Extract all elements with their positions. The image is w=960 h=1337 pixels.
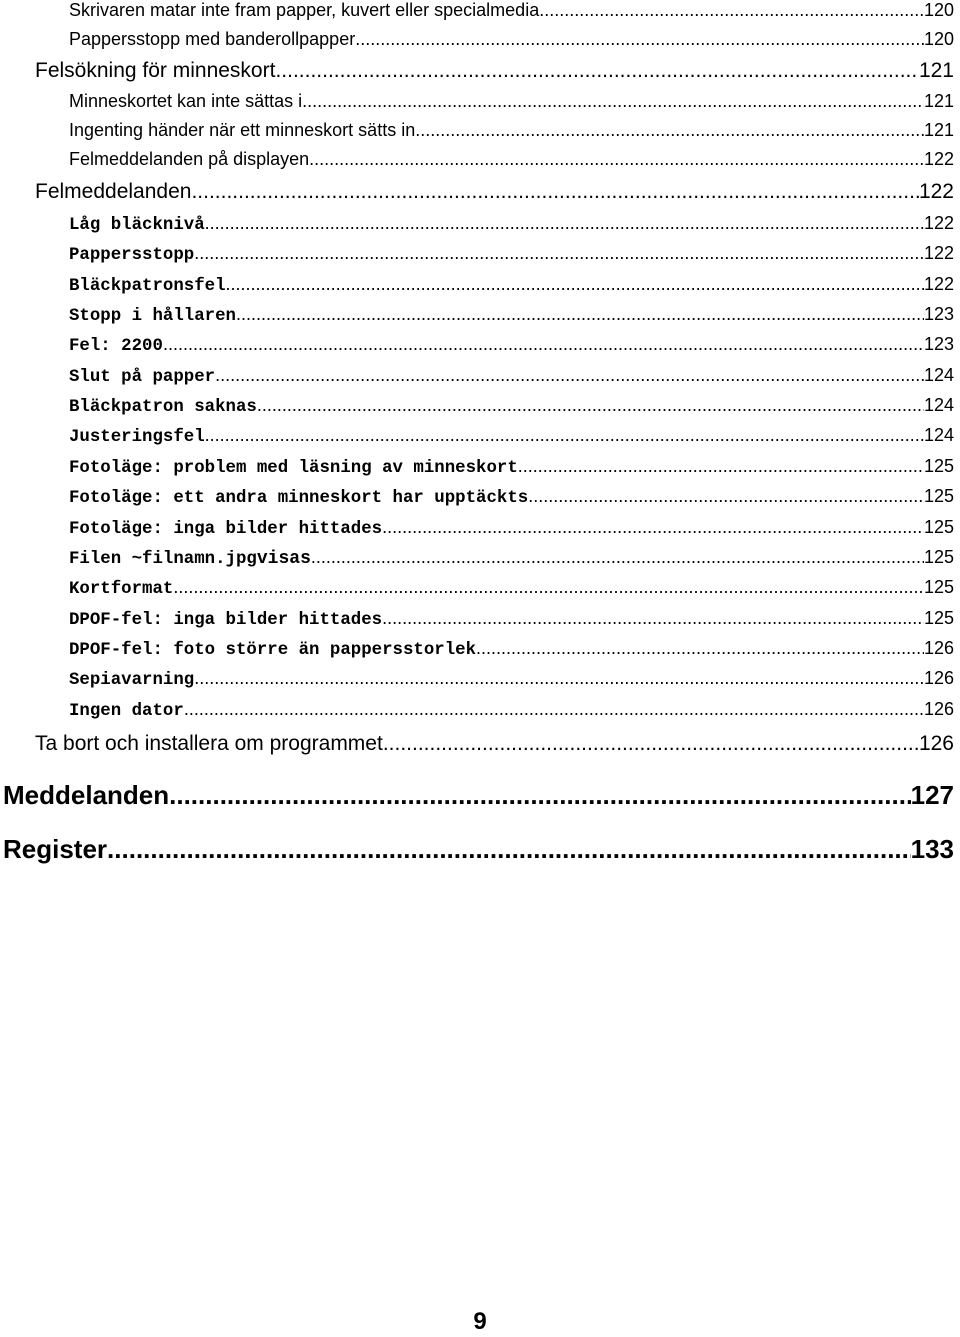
toc-page-number: 125	[923, 608, 954, 628]
toc-entry[interactable]	[69, 395, 954, 417]
toc-leader-dots	[226, 274, 924, 295]
toc-entry-title: Meddelanden	[3, 780, 170, 810]
toc-leader-dots	[309, 149, 924, 170]
toc-entry-title: Ta bort och installera om programmet	[35, 732, 383, 755]
toc-page-number: 125	[923, 577, 954, 597]
toc-page-number: 122	[923, 243, 954, 263]
toc-entry[interactable]	[69, 120, 954, 141]
toc-entry[interactable]	[69, 425, 954, 447]
toc-page-number: 127	[910, 780, 954, 810]
toc-entry[interactable]	[3, 780, 954, 811]
toc-leader-dots	[476, 638, 924, 659]
toc-entry[interactable]	[69, 577, 954, 599]
toc-leader-dots	[107, 834, 911, 865]
toc-entry[interactable]	[69, 149, 954, 170]
toc-entry-title: Skrivaren matar inte fram papper, kuvert eller specialmedia	[69, 0, 540, 20]
toc-entry-title-suffix: visas	[256, 549, 311, 569]
toc-leader-dots	[382, 608, 924, 629]
toc-entry[interactable]	[69, 0, 954, 21]
toc-leader-dots	[518, 456, 924, 477]
toc-entry[interactable]	[69, 213, 954, 235]
toc-page-number: 126	[923, 699, 954, 719]
toc-entry[interactable]	[69, 456, 954, 478]
toc-leader-dots	[311, 547, 924, 568]
toc-page-number: 125	[923, 486, 954, 506]
toc-leader-dots	[415, 120, 924, 141]
toc-entry-title: Fotoläge: problem med läsning av minneskort	[69, 459, 518, 478]
toc-entry[interactable]	[69, 274, 954, 296]
toc-page-number: 123	[923, 304, 954, 324]
toc-entry[interactable]	[69, 668, 954, 690]
toc-leader-dots	[194, 668, 924, 689]
toc-leader-dots	[539, 0, 924, 21]
toc-entry[interactable]	[69, 486, 954, 508]
toc-entry[interactable]	[69, 365, 954, 387]
toc-leader-dots	[215, 365, 924, 386]
toc-page-number: 123	[923, 334, 954, 354]
toc-entry-title: Fotoläge: inga bilder hittades	[69, 520, 383, 539]
toc-entry[interactable]	[69, 699, 954, 721]
toc-entry-title: Pappersstopp	[69, 246, 195, 265]
toc-entry-title: Register	[3, 834, 108, 864]
toc-leader-dots	[205, 213, 924, 234]
toc-entry[interactable]	[69, 29, 954, 50]
toc-page-number: 133	[910, 834, 954, 864]
toc-entry-title: Minneskortet kan inte sättas i	[69, 91, 303, 111]
page-number: 9	[473, 1308, 487, 1335]
toc-leader-dots	[173, 577, 924, 598]
toc-leader-dots	[302, 91, 924, 112]
toc-entry-title: Fel: 2200	[69, 337, 163, 356]
toc-entry-title: Pappersstopp med banderollpapper	[69, 29, 356, 49]
toc-entry-title: Slut på papper	[69, 368, 216, 387]
toc-entry[interactable]	[69, 334, 954, 356]
toc-page-number: 122	[918, 180, 954, 203]
toc-leader-dots	[528, 486, 924, 507]
toc-leader-dots	[275, 59, 919, 83]
toc-leader-dots	[191, 180, 919, 204]
toc-leader-dots	[355, 29, 924, 50]
toc-leader-dots	[382, 517, 924, 538]
toc-entry-title: Bläckpatronsfel	[69, 277, 226, 296]
toc-entry-title: Felmeddelanden på displayen	[69, 149, 310, 169]
toc-leader-dots	[163, 334, 924, 355]
toc-page-number: 126	[918, 732, 954, 755]
toc-page-number: 125	[923, 517, 954, 537]
toc-page-number: 120	[923, 0, 954, 20]
toc-entry-title: Filen ~filnamn.jpg	[69, 550, 257, 569]
toc-leader-dots	[257, 395, 924, 416]
toc-entry-title: Fotoläge: ett andra minneskort har upptäckts	[69, 489, 529, 508]
toc-page-number: 124	[923, 365, 954, 385]
toc-leader-dots	[205, 425, 924, 446]
toc-leader-dots	[194, 243, 924, 264]
toc-entry-title: Låg bläcknivå	[69, 216, 205, 235]
toc-leader-dots	[236, 304, 924, 325]
toc-page-number: 122	[923, 213, 954, 233]
toc-entry-title: Felmeddelanden	[35, 180, 192, 203]
toc-page-number: 126	[923, 668, 954, 688]
toc-entry-title: Felsökning för minneskort	[35, 59, 276, 82]
toc-page-number: 121	[918, 59, 954, 82]
toc-entry[interactable]	[35, 180, 954, 204]
toc-leader-dots	[184, 699, 924, 720]
toc-page-number: 120	[923, 29, 954, 49]
toc-entry[interactable]	[69, 517, 954, 539]
toc-entry[interactable]	[69, 608, 954, 630]
toc-leader-dots	[383, 732, 919, 756]
toc-entry-title: Stopp i hållaren	[69, 307, 236, 326]
toc-entry-title: Sepiavarning	[69, 671, 195, 690]
toc-page-number: 125	[923, 456, 954, 476]
toc-page-number: 124	[923, 425, 954, 445]
toc-entry-title: Kortformat	[69, 580, 174, 599]
toc-page-number: 126	[923, 638, 954, 658]
toc-entry-title: Ingen dator	[69, 702, 184, 721]
toc-entry-title: Justeringsfel	[69, 428, 205, 447]
toc-entry[interactable]	[69, 243, 954, 265]
toc-entry-title: DPOF-fel: foto större än pappersstorlek	[69, 641, 477, 660]
toc-page-number: 122	[923, 149, 954, 169]
toc-entry[interactable]	[69, 638, 954, 660]
toc-entry-title: Ingenting händer när ett minneskort sätts in	[69, 120, 416, 140]
toc-entry[interactable]	[3, 834, 954, 865]
toc-entry[interactable]	[35, 59, 954, 83]
toc-entry-title: Bläckpatron saknas	[69, 398, 257, 417]
toc-entry-title: DPOF-fel: inga bilder hittades	[69, 611, 383, 630]
toc-leader-dots	[169, 780, 910, 811]
toc-entry[interactable]	[69, 547, 954, 569]
toc-entry[interactable]	[69, 91, 954, 112]
toc-page-number: 122	[923, 274, 954, 294]
toc-page-number: 121	[923, 91, 954, 111]
toc-entry[interactable]	[35, 732, 954, 756]
toc-page-number: 125	[923, 547, 954, 567]
toc-entry[interactable]	[69, 304, 954, 326]
toc-page-number: 121	[923, 120, 954, 140]
toc-page-number: 124	[923, 395, 954, 415]
